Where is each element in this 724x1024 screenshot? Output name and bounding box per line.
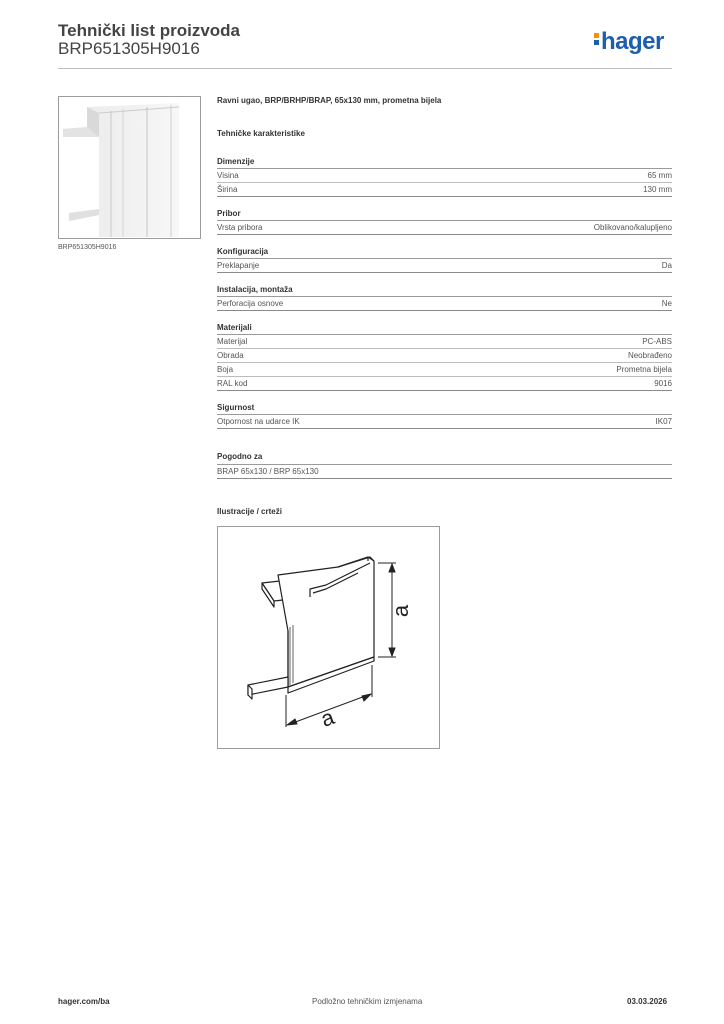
section-title: Pogodno za [217,449,672,465]
dimension-label-vertical: a [388,604,413,618]
section-pogodno-za [217,449,672,479]
section-konfiguracija [217,242,672,273]
spec-label: Perforacija osnove [217,299,284,308]
flat-angle-drawing-icon [218,527,439,748]
spec-row [217,415,672,429]
section-pribor [217,204,672,235]
spec-value: 65 mm [647,171,672,180]
spec-label: Vrsta pribora [217,223,263,232]
spec-label: Preklapanje [217,261,260,270]
logo-dots-icon [594,31,599,47]
spec-value: 130 mm [643,185,672,194]
spec-label: Boja [217,365,234,374]
spec-value: Ne [661,299,672,308]
section-title: Materijali [217,318,672,335]
spec-row [217,183,672,197]
footer-website-link[interactable]: hager.com/ba [58,997,110,1006]
photo-caption: BRP651305H9016 [58,244,117,251]
spec-row [217,221,672,235]
section-title: Dimenzije [217,152,672,169]
section-dimenzije [217,152,672,197]
section-title: Pribor [217,204,672,221]
product-code: BRP651305H9016 [58,39,200,58]
logo-text: hager [601,28,664,55]
spec-row [217,259,672,273]
characteristics-heading: Tehničke karakteristike [217,129,305,138]
section-title: Instalacija, montaža [217,280,672,297]
product-description: Ravni ugao, BRP/BRHP/BRAP, 65x130 mm, prometna bijela [217,96,442,105]
spec-row [217,297,672,311]
hager-logo[interactable] [594,28,664,56]
spec-row [217,169,672,183]
spec-value: Oblikovano/kalupljeno [593,223,672,232]
section-sigurnost [217,398,672,429]
section-instalacija [217,280,672,311]
spec-panel [217,94,672,479]
technical-drawing [217,526,440,749]
spec-value: Prometna bijela [616,365,672,374]
spec-value: PC-ABS [642,337,672,346]
spec-row [217,335,672,349]
illustrations-heading: Ilustracije / crteži [217,507,282,516]
document-title: Tehnički list proizvoda [58,21,240,40]
spec-label: Obrada [217,351,244,360]
footer-date: 03.03.2026 [627,997,668,1006]
spec-value: Da [661,261,672,270]
product-photo [58,96,201,239]
compatible-products: BRAP 65x130 / BRP 65x130 [217,465,672,479]
spec-label: Otpornost na udarce IK [217,417,300,426]
header-divider [58,68,672,69]
flat-angle-product-icon [59,97,201,239]
spec-label: Širina [217,185,238,194]
spec-label: RAL kod [217,379,248,388]
spec-label: Materijal [217,337,248,346]
spec-value: Neobrađeno [627,351,672,360]
spec-label: Visina [217,171,239,180]
section-title: Sigurnost [217,398,672,415]
spec-row [217,349,672,363]
spec-value: 9016 [654,379,672,388]
footer-note: Podložno tehničkim izmjenama [312,997,423,1006]
spec-value: IK07 [655,417,672,426]
section-materijali [217,318,672,391]
spec-row [217,363,672,377]
spec-row [217,377,672,391]
section-title: Konfiguracija [217,242,672,259]
dimension-label-horizontal: a [317,704,338,732]
